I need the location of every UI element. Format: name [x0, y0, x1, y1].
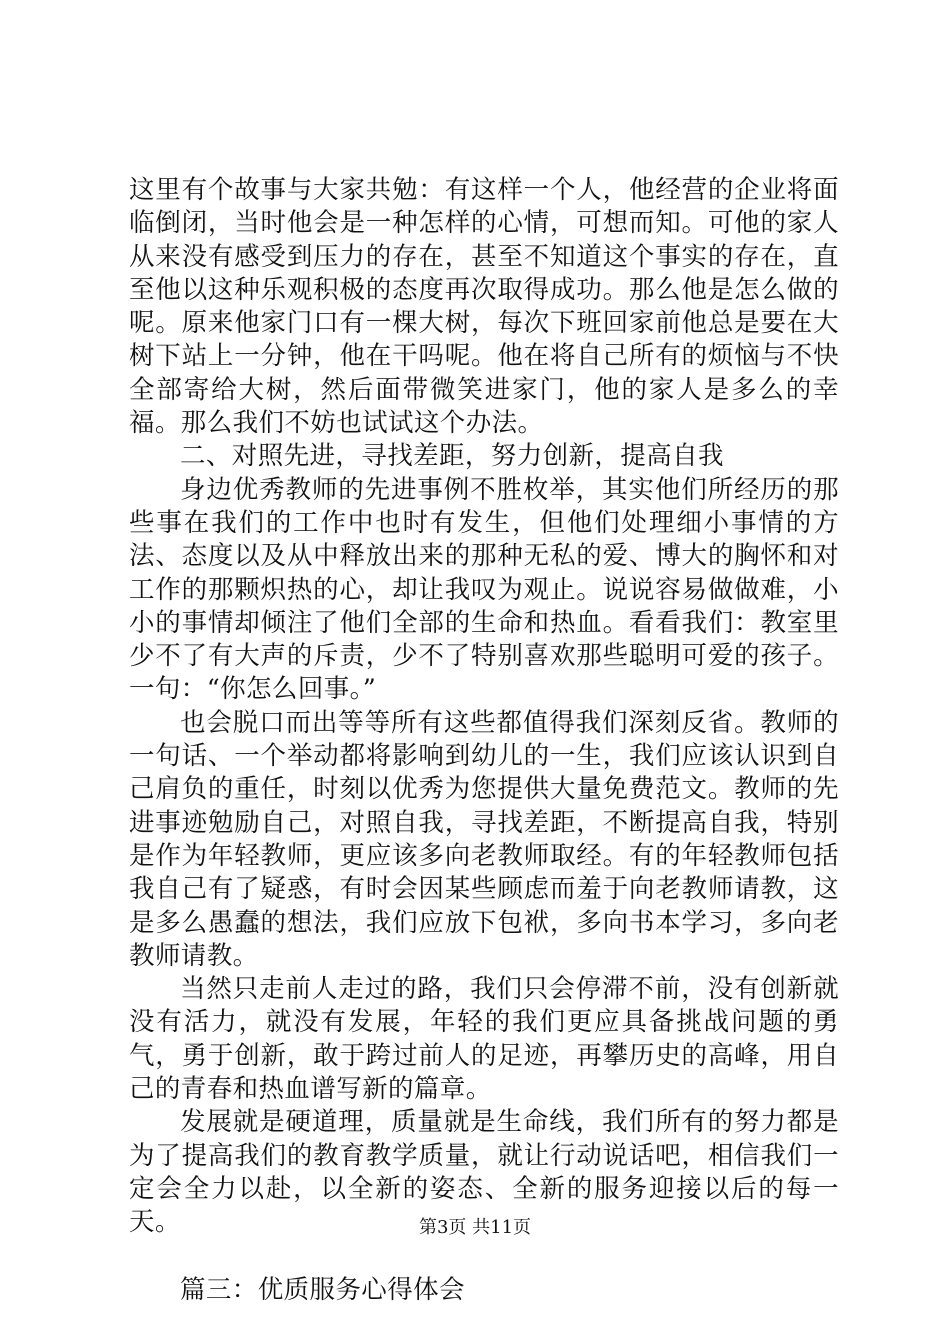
paragraph-reflection: 也会脱口而出等等所有这些都值得我们深刻反省。教师的一句话、一个举动都将影响到幼儿的一生，我们应该认识到自己肩负的重任，时刻以优秀为您提供大量免费范文。教师的先进事迹勉励自己，对照自我，寻找差距，不断提高自我，特别是作为年轻教师，更应该多向老教师取经。有的年轻教师包括我自己有了疑惑，有时会因某些顾虑而羞于向老教师请教，这是多么愚蠢的想法，我们应放下包袱，多向书本学习，多向老教师请教。 [129, 707, 839, 971]
section-heading-2: 二、对照先进，寻找差距，努力创新，提高自我 [180, 441, 724, 472]
section-title: 篇三：优质服务心得体会 [180, 1274, 465, 1305]
page-footer: 第3页 共11页 [418, 1217, 532, 1238]
paragraph-story: 这里有个故事与大家共勉：有这样一个人，他经营的企业将面临倒闭，当时他会是一种怎样的心情，可想而知。可他的家人从来没有感受到压力的存在，甚至不知道这个事实的存在，直至他以这种乐观积极的态度再次取得成功。那么他是怎么做的呢。原来他家门口有一棵大树，每次下班回家前他总是要在大树下站上一分钟，他在干吗呢。他在将自己所有的烦恼与不快全部寄给大树，然后面带微笑进家门，他的家人是多么的幸福。那么我们不妨也试试这个办法。 [129, 175, 839, 439]
paragraph-advanced-teachers: 身边优秀教师的先进事例不胜枚举，其实他们所经历的那些事在我们的工作中也时有发生，但他们处理细小事情的方法、态度以及从中释放出来的那种无私的爱、博大的胸怀和对工作的那颗炽热的心，却让我叹为观止。说说容易做做难，小小的事情却倾注了他们全部的生命和热血。看看我们：教室里少不了有大声的斥责，少不了特别喜欢那些聪明可爱的孩子。一句：“你怎么回事。” [129, 474, 839, 705]
paragraph-quality: 发展就是硬道理，质量就是生命线，我们所有的努力都是为了提高我们的教育教学质量，就让行动说话吧，相信我们一定会全力以赴，以全新的姿态、全新的服务迎接以后的每一天。 [129, 1107, 839, 1238]
section-spacer [129, 1240, 839, 1274]
document-body [129, 174, 839, 1307]
paragraph-innovation: 当然只走前人走过的路，我们只会停滞不前，没有创新就没有活力，就没有发展，年轻的我们更应具备挑战问题的勇气，勇于创新，敢于跨过前人的足迹，再攀历史的高峰，用自己的青春和热血谱写新的篇章。 [129, 974, 839, 1105]
